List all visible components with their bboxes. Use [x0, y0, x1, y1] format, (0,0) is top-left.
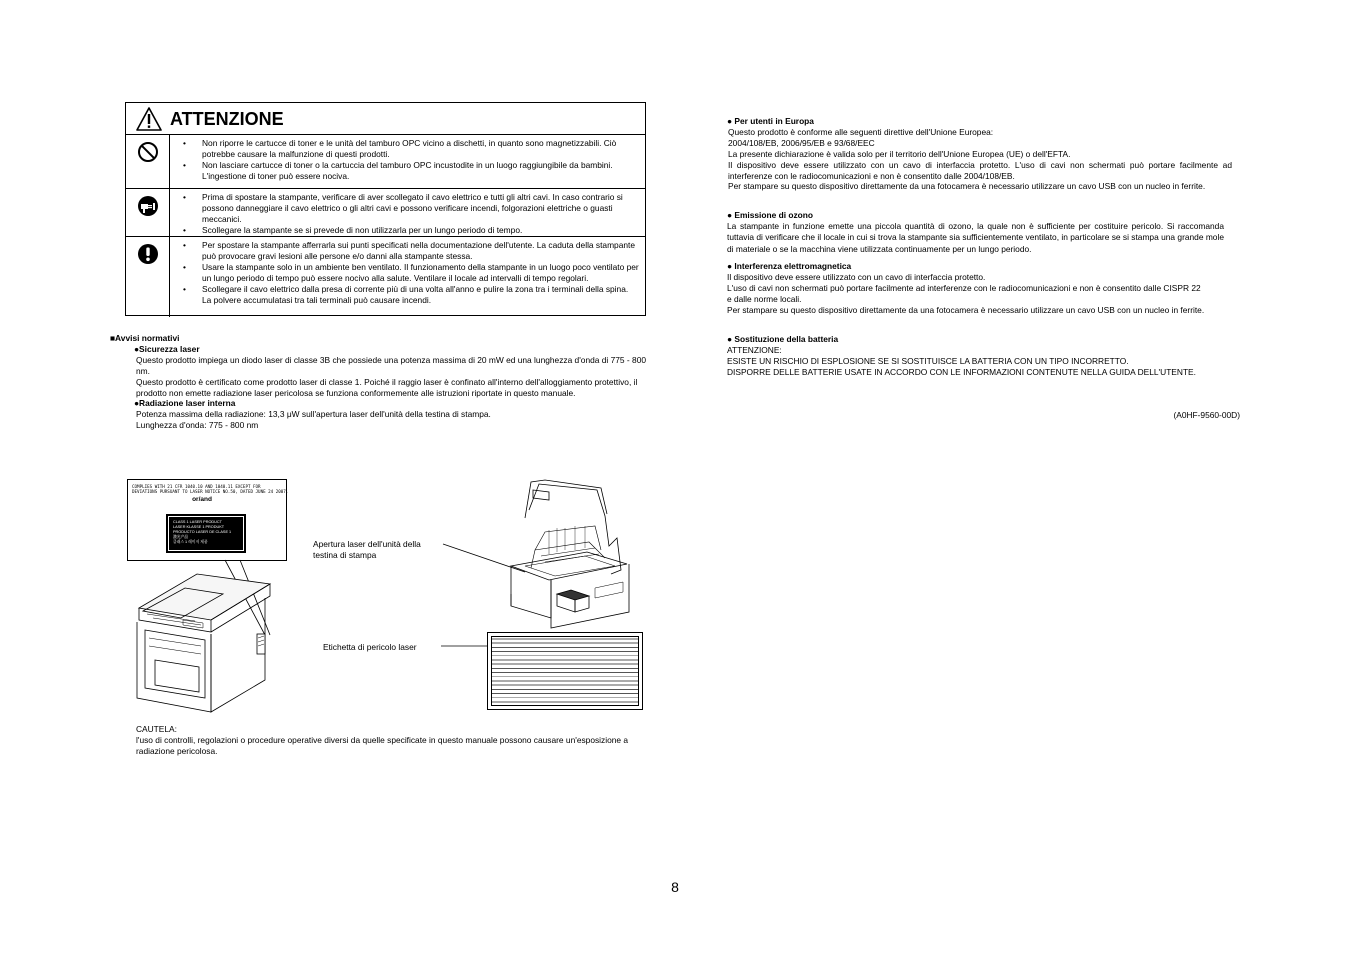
class-label-line: 클래스 1 레이저 제품 — [173, 539, 208, 544]
eu-paragraph: Per stampare su questo dispositivo direttamente da una fotocamera è necessario utilizzare un cavo USB con un nucleo in ferrite. — [728, 181, 1206, 192]
warning-row-icon-cell — [126, 237, 170, 317]
hazard-label — [487, 632, 643, 710]
eu-heading: ● Per utenti in Europa — [727, 116, 814, 126]
eu-paragraph: Questo prodotto è conforme alle seguenti direttive dell'Unione Europea: — [728, 126, 994, 137]
warning-box — [125, 102, 646, 316]
or-and-text: or/and — [192, 495, 212, 503]
hazard-label-text-block — [491, 636, 639, 706]
emi-section — [727, 261, 1232, 316]
eu-paragraph: La presente dichiarazione è valida solo per il territorio dell'Unione Europea (UE) o dell'EFTA. — [728, 148, 1071, 159]
class-label-line: CLASS 1 LASER PRODUCT — [173, 520, 222, 524]
printer-open-illustration — [511, 480, 629, 628]
regulatory-heading: ■Avvisi normativi — [110, 333, 180, 343]
warning-item: • Scollegare la stampante se si prevede di non utilizzarla per un lungo periodo di tempo. — [170, 225, 639, 236]
battery-paragraph: DISPORRE DELLE BATTERIE USATE IN ACCORDO CON LE INFORMAZIONI CONTENUTE NELLA GUIDA DELL'UTENTE. — [727, 366, 1196, 377]
emi-heading: ● Interferenza elettromagnetica — [727, 261, 852, 271]
warning-item: • Scollegare il cavo elettrico dalla presa di corrente più di una volta all'anno e pulire la zona tra i terminali della spina. La polvere accumulatasi tra tali terminali può causare incendi. — [170, 284, 639, 306]
warning-row-icon-cell — [126, 135, 170, 188]
laser-safety-paragraph: Questo prodotto è certificato come prodotto laser di classe 1. Poiché il raggio laser è confinato all'interno dell'alloggiamento protettivo, il prodotto non emette radiazione laser pericolosa se funziona conformemente alle istruzioni riportate in questo manuale. — [136, 376, 638, 398]
printer-closed-illustration — [137, 574, 270, 712]
emi-paragraph: L'uso di cavi non schermati può portare facilmente ad interferenze con le radiocomunicazioni e non è consentito dalle CISPR 22 e dalle norme locali. — [727, 282, 1201, 304]
warning-list — [170, 189, 645, 236]
battery-section — [727, 334, 1232, 378]
warning-item: • Usare la stampante solo in un ambiente ben ventilato. Il funzionamento della stampante in un luogo poco ventilato per un lungo periodo di tempo può essere nocivo alla salute. Ventilare il locale ad intervalli di tempo regolari. — [170, 262, 639, 284]
ozone-paragraph: La stampante in funzione emette una piccola quantità di ozono, la quale non è sufficiente per costituire pericolo. Si raccomanda tuttavia di verificare che il locale in cui si trova la stampante sia sufficientemente ventilato, in particolare se si stampa una grande mole di materiale o se la macchina viene utilizzata continuamente per un lungo periodo. — [727, 220, 1224, 254]
warning-item: • Non riporre le cartucce di toner e le unità del tamburo OPC vicino a dischetti, in quanto sono magnetizzabili. Ciò potrebbe causare la malfunzione di questi prodotti. — [170, 138, 639, 160]
emi-paragraph: Per stampare su questo dispositivo direttamente da una fotocamera è necessario utilizzare un cavo USB con un nucleo in ferrite. — [727, 304, 1205, 315]
laser-safety-paragraph: Questo prodotto impiega un diodo laser di classe 3B che possiede una potenza massima di 20 mW ed una lunghezza d'onda di 775 - 800 nm. — [136, 354, 647, 376]
warning-row — [126, 237, 645, 317]
emi-paragraph: Il dispositivo deve essere utilizzato con un cavo di interfaccia protetto. — [727, 271, 986, 282]
warning-row-icon-cell — [126, 189, 170, 236]
battery-paragraph: ATTENZIONE: — [727, 344, 782, 355]
warning-title: ATTENZIONE — [170, 108, 284, 129]
battery-paragraph: ESISTE UN RISCHIO DI ESPLOSIONE SE SI SOSTITUISCE LA BATTERIA CON UN TIPO INCORRETTO. — [727, 355, 1129, 366]
caution-section — [136, 724, 646, 757]
warning-row — [126, 189, 645, 237]
caution-heading: CAUTELA: — [136, 724, 177, 734]
warning-list — [170, 237, 645, 317]
page-number: 8 — [671, 879, 679, 895]
internal-radiation-heading: ●Radiazione laser interna — [134, 398, 236, 409]
ozone-section — [727, 210, 1224, 255]
internal-radiation-paragraph: Lunghezza d'onda: 775 - 800 nm — [136, 420, 259, 431]
compliance-text: COMPLIES WITH 21 CFR 1040.10 AND 1040.11 EXCEPT FOR — [132, 484, 261, 489]
document-code: (A0HF-9560-00D) — [1173, 410, 1240, 420]
warning-item: • Per spostare la stampante afferrarla sui punti specificati nella documentazione dell'utente. La caduta della stampante può provocare gravi lesioni alle persone e/o danni alla stampante stessa. — [170, 240, 639, 262]
eu-paragraph: Il dispositivo deve essere utilizzato con un cavo di interfaccia protetto. L'uso di cavi non schermati può portare facilmente ad interferenze con le radiocomunicazioni e non è consentito dalle 2004/108/EB. — [728, 159, 1232, 181]
class-label-line: LASER KLASSE 1 PRODUKT — [173, 524, 225, 529]
battery-heading: ● Sostituzione della batteria — [727, 334, 839, 344]
internal-radiation-paragraph: Potenza massima della radiazione: 13,3 μW sull'apertura laser dell'unità della testina di stampa. — [136, 409, 491, 420]
prohibition-icon — [137, 141, 159, 163]
warning-item: • Non lasciare cartucce di toner o la cartuccia del tamburo OPC incustodite in un luogo raggiungibile da bambini. L'ingestione di toner può essere nociva. — [170, 160, 639, 182]
regulatory-section — [110, 333, 662, 431]
ozone-heading: ● Emissione di ozono — [727, 210, 814, 220]
eu-section — [727, 116, 1232, 192]
exclamation-icon — [137, 243, 159, 265]
warning-header — [126, 103, 645, 135]
class-label-line: PRODUCTO LASER DE CLASE 1 — [173, 529, 232, 534]
warning-row — [126, 135, 645, 189]
laser-safety-heading: ●Sicurezza laser — [134, 343, 200, 354]
warning-item: • Prima di spostare la stampante, verificare di aver scollegato il cavo elettrico e tutti gli altri cavi. In caso contrario si possono danneggiare il cavo elettrico o gli altri cavi e possono verificare incendi, folgorazioni elettriche o guasti meccanici. — [170, 192, 639, 225]
eu-paragraph: 2004/108/EB, 2006/95/EB e 93/68/EEC — [728, 137, 875, 148]
aperture-callout: Apertura laser dell'unità della testina di stampa — [313, 539, 421, 560]
caution-text: l'uso di controlli, regolazioni o procedure operative diversi da quelle specificate in questo manuale possono causare un'esposizione a radiazione pericolosa. — [136, 734, 629, 756]
compliance-text: DEVIATIONS PURSUANT TO LASER NOTICE NO.50, DATED JUNE 24 2007. — [132, 489, 289, 495]
warning-triangle-icon — [136, 107, 162, 131]
label-callout: Etichetta di pericolo laser — [323, 642, 417, 652]
warning-list — [170, 135, 645, 188]
class-label-line: 激光产品 — [173, 534, 189, 539]
unplug-icon — [137, 195, 159, 217]
